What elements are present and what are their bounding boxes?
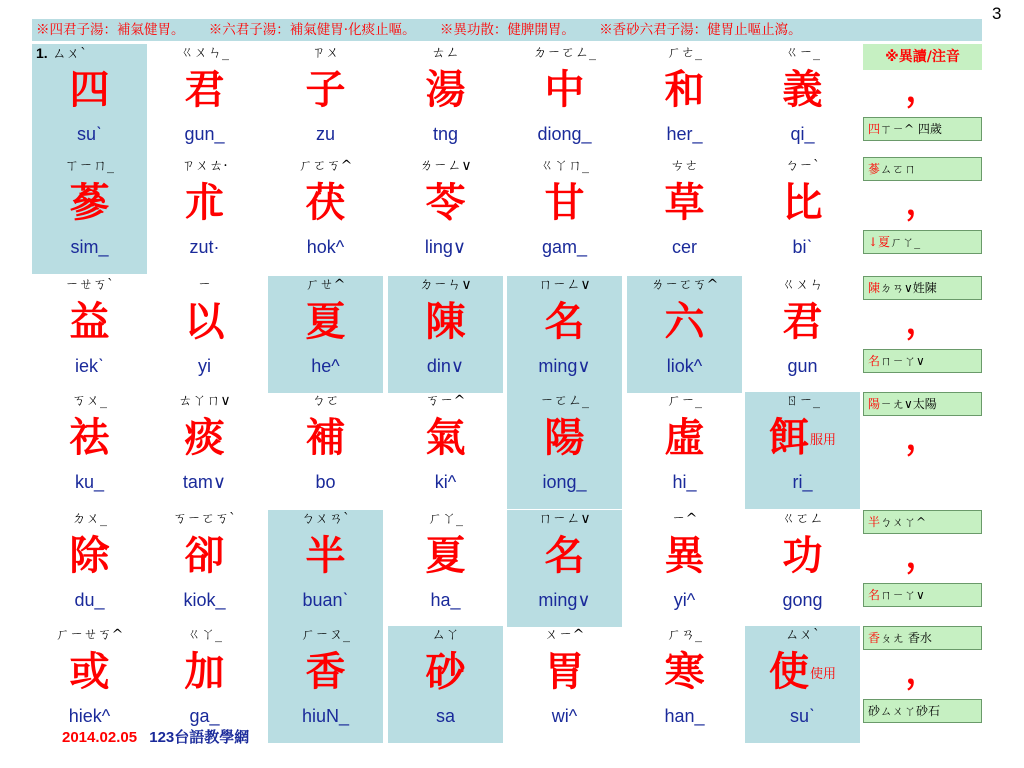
comma-mark: ， bbox=[905, 418, 940, 458]
hanzi bbox=[627, 294, 742, 350]
romanization: zu bbox=[315, 124, 335, 144]
zhuyin-text: ㄉㄧㄣ∨ bbox=[419, 277, 472, 293]
comma-mark: ， bbox=[905, 70, 940, 110]
note-text: ㄧㄤ∨太陽 bbox=[880, 397, 937, 411]
banner-item: ※異功散：健脾開胃。 bbox=[439, 22, 575, 38]
comma-mark: ， bbox=[905, 652, 940, 692]
hanzi-text: 子 bbox=[305, 66, 346, 113]
zhuyin-text: ㄏㄛㄎ^ bbox=[298, 158, 353, 174]
hanzi bbox=[507, 528, 622, 584]
hanzi-text: 夏 bbox=[425, 532, 466, 579]
character-cell bbox=[745, 44, 860, 161]
hanzi bbox=[507, 175, 622, 231]
zhuyin-label bbox=[388, 626, 503, 644]
zhuyin-text: ㄙㄚ bbox=[431, 627, 460, 643]
character-cell bbox=[627, 510, 742, 627]
note-text: ※異讀/注音 bbox=[885, 49, 960, 65]
romanization: diong_ bbox=[537, 124, 592, 144]
romanization: ming∨ bbox=[538, 356, 591, 376]
hanzi bbox=[32, 175, 147, 231]
character-cell bbox=[745, 157, 860, 274]
zhuyin-label bbox=[268, 157, 383, 175]
hanzi bbox=[388, 644, 503, 700]
note-text: ㄅㄨㄚ^ bbox=[880, 515, 927, 529]
zhuyin-label bbox=[147, 510, 262, 528]
romanization: ming∨ bbox=[538, 590, 591, 610]
pronunciation-note bbox=[863, 510, 982, 534]
hanzi bbox=[388, 175, 503, 231]
hanzi-text: 香 bbox=[305, 648, 346, 695]
zhuyin-text: ㄙㄨˋ bbox=[785, 627, 820, 643]
zhuyin-label bbox=[268, 276, 383, 294]
romanization: tng bbox=[432, 124, 459, 144]
hanzi-text: 砂 bbox=[425, 648, 466, 695]
footer bbox=[62, 726, 249, 747]
hanzi-text: 茯 bbox=[305, 179, 346, 226]
character-cell bbox=[388, 44, 503, 161]
zhuyin-label bbox=[32, 276, 147, 294]
romanization: buanˋ bbox=[302, 590, 349, 610]
hanzi bbox=[147, 644, 262, 700]
character-cell bbox=[147, 276, 262, 393]
zhuyin-text: ㄏㄝ^ bbox=[305, 277, 346, 293]
hanzi-text: 名 bbox=[544, 532, 585, 579]
zhuyin-label bbox=[745, 157, 860, 175]
footer-site: 123台語教學網 bbox=[149, 729, 250, 746]
pronunciation-note bbox=[863, 230, 982, 254]
zhuyin-text: ㄧ bbox=[197, 277, 212, 293]
note-char: 香 bbox=[868, 631, 881, 645]
romanization: gam_ bbox=[541, 237, 588, 257]
character-cell bbox=[627, 392, 742, 509]
hanzi bbox=[32, 410, 147, 466]
zhuyin-text: ㄅㄧˋ bbox=[785, 158, 820, 174]
zhuyin-label bbox=[745, 44, 860, 62]
romanization: iong_ bbox=[542, 472, 587, 492]
character-cell bbox=[745, 510, 860, 627]
hanzi bbox=[147, 294, 262, 350]
character-cell bbox=[268, 392, 383, 509]
romanization: liok^ bbox=[666, 356, 703, 376]
zhuyin-text: ㄏㄚ_ bbox=[428, 511, 463, 527]
zhuyin-text: ㄊㄚㄇ∨ bbox=[178, 393, 231, 409]
romanization: suˋ bbox=[789, 706, 815, 726]
hanzi bbox=[627, 528, 742, 584]
character-cell bbox=[32, 276, 147, 393]
zhuyin-label bbox=[627, 44, 742, 62]
character-cell bbox=[32, 157, 147, 274]
hanzi-text: 益 bbox=[69, 298, 110, 345]
zhuyin-text: ㄗㄨㄊ· bbox=[181, 158, 228, 174]
hanzi-text: 陳 bbox=[425, 298, 466, 345]
character-cell bbox=[507, 157, 622, 274]
zhuyin-label bbox=[388, 157, 503, 175]
character-cell bbox=[627, 276, 742, 393]
hanzi-note: 服用 bbox=[809, 433, 836, 448]
hanzi-text: 義 bbox=[782, 66, 823, 113]
romanization: yi^ bbox=[673, 590, 696, 610]
character-cell bbox=[268, 44, 383, 161]
character-cell bbox=[268, 626, 383, 743]
romanization: her_ bbox=[666, 124, 703, 144]
hanzi bbox=[388, 294, 503, 350]
zhuyin-label bbox=[147, 276, 262, 294]
hanzi-note: 使用 bbox=[809, 667, 836, 682]
hanzi bbox=[32, 62, 147, 118]
zhuyin-text: ㄍㄨㄣ_ bbox=[180, 45, 229, 61]
zhuyin-label bbox=[627, 510, 742, 528]
hanzi bbox=[32, 294, 147, 350]
hanzi-text: 餌 bbox=[768, 414, 809, 461]
pronunciation-note bbox=[863, 276, 982, 300]
character-cell bbox=[147, 44, 262, 161]
zhuyin-label bbox=[388, 276, 503, 294]
character-cell bbox=[745, 392, 860, 509]
zhuyin-label bbox=[388, 510, 503, 528]
character-cell bbox=[268, 276, 383, 393]
banner bbox=[32, 19, 982, 41]
romanization: kiok_ bbox=[183, 590, 226, 610]
hanzi bbox=[745, 175, 860, 231]
character-cell bbox=[32, 510, 147, 627]
hanzi bbox=[745, 410, 860, 469]
hanzi bbox=[147, 410, 262, 466]
page-number: 3 bbox=[992, 4, 1002, 23]
hanzi bbox=[745, 644, 860, 703]
romanization: gun bbox=[787, 356, 818, 376]
romanization: du_ bbox=[74, 590, 105, 610]
character-cell bbox=[388, 510, 503, 627]
character-cell bbox=[507, 392, 622, 509]
hanzi-text: 胃 bbox=[544, 648, 585, 695]
character-cell bbox=[32, 392, 147, 509]
zhuyin-text: ㄒㄧㄇ_ bbox=[65, 158, 114, 174]
character-cell bbox=[627, 44, 742, 161]
zhuyin-text: ㄗㄨ bbox=[311, 45, 340, 61]
hanzi bbox=[268, 528, 383, 584]
romanization: ki^ bbox=[434, 472, 457, 492]
note-char: ↓夏 bbox=[868, 235, 891, 249]
romanization: zut· bbox=[189, 237, 220, 257]
hanzi-text: 和 bbox=[664, 66, 705, 113]
hanzi-text: 夏 bbox=[305, 298, 346, 345]
romanization: gun_ bbox=[184, 124, 225, 144]
zhuyin-text: ㄊㄥ bbox=[431, 45, 460, 61]
zhuyin-label bbox=[627, 157, 742, 175]
zhuyin-label bbox=[147, 157, 262, 175]
note-text: 砂ㄙㄨㄚ砂石 bbox=[868, 704, 941, 718]
note-char: 名 bbox=[868, 588, 881, 602]
hanzi bbox=[507, 644, 622, 700]
zhuyin-label bbox=[268, 44, 383, 62]
hanzi bbox=[268, 644, 383, 700]
romanization: ku_ bbox=[74, 472, 105, 492]
hanzi-text: 四 bbox=[69, 66, 110, 113]
character-cell bbox=[388, 626, 503, 743]
zhuyin-label bbox=[507, 276, 622, 294]
zhuyin-label bbox=[388, 44, 503, 62]
hanzi-text: 或 bbox=[69, 648, 110, 695]
romanization: tam∨ bbox=[182, 472, 227, 492]
character-cell bbox=[627, 157, 742, 274]
character-cell bbox=[507, 44, 622, 161]
character-cell bbox=[507, 276, 622, 393]
romanization: sa bbox=[435, 706, 455, 726]
note-text: ㄉㄢ∨姓陳 bbox=[880, 281, 937, 295]
note-char: 半 bbox=[868, 515, 881, 529]
hanzi bbox=[745, 62, 860, 118]
hanzi bbox=[147, 528, 262, 584]
hanzi-text: 除 bbox=[69, 532, 110, 579]
note-char: 陳 bbox=[868, 281, 881, 295]
note-text: ㄒㄧ^ 四歲 bbox=[880, 122, 942, 136]
hanzi-text: 氣 bbox=[425, 414, 466, 461]
comma-mark: ， bbox=[905, 183, 940, 223]
hanzi bbox=[32, 644, 147, 700]
hanzi-text: 君 bbox=[184, 66, 225, 113]
notes-header bbox=[863, 44, 982, 70]
romanization: cer bbox=[671, 237, 697, 257]
hanzi-text: 草 bbox=[664, 179, 705, 226]
zhuyin-label bbox=[147, 626, 262, 644]
character-cell bbox=[388, 157, 503, 274]
zhuyin-label bbox=[627, 392, 742, 410]
hanzi-text: 陽 bbox=[544, 414, 585, 461]
character-cell bbox=[507, 626, 622, 743]
hanzi bbox=[388, 410, 503, 466]
hanzi bbox=[745, 294, 860, 350]
pronunciation-note bbox=[863, 392, 982, 416]
zhuyin-text: ㄇㄧㄥ∨ bbox=[538, 277, 591, 293]
hanzi bbox=[268, 175, 383, 231]
hanzi-text: 六 bbox=[664, 298, 705, 345]
zhuyin-text: ㄏㄢ_ bbox=[667, 627, 702, 643]
romanization: han_ bbox=[664, 706, 705, 726]
romanization: he^ bbox=[311, 356, 340, 376]
zhuyin-label bbox=[507, 510, 622, 528]
zhuyin-text: ㄏㄜ_ bbox=[667, 45, 702, 61]
zhuyin-text: ㄨㄧ^ bbox=[544, 627, 585, 643]
character-cell bbox=[147, 392, 262, 509]
hanzi bbox=[388, 62, 503, 118]
hanzi bbox=[627, 644, 742, 700]
zhuyin-text: ㄇㄧㄥ∨ bbox=[538, 511, 591, 527]
zhuyin-text: ㄧ^ bbox=[671, 511, 698, 527]
pronunciation-note bbox=[863, 349, 982, 373]
note-text: ㄇㄧㄚ∨ bbox=[880, 588, 925, 602]
character-cell bbox=[627, 626, 742, 743]
romanization: gong bbox=[782, 590, 823, 610]
romanization: biˋ bbox=[792, 237, 813, 257]
zhuyin-label bbox=[147, 392, 262, 410]
pronunciation-note bbox=[863, 583, 982, 607]
romanization: yi bbox=[198, 356, 211, 376]
zhuyin-text: ㄉㄧㄛㄥ_ bbox=[533, 45, 596, 61]
zhuyin-label bbox=[147, 44, 262, 62]
romanization: qi_ bbox=[790, 124, 815, 144]
romanization: din∨ bbox=[426, 356, 465, 376]
note-text: ㄇㄧㄚ∨ bbox=[880, 354, 925, 368]
zhuyin-text: ㄘㄜ bbox=[670, 158, 699, 174]
character-cell bbox=[388, 392, 503, 509]
zhuyin-label bbox=[32, 392, 147, 410]
romanization: suˋ bbox=[76, 124, 102, 144]
note-text: ㄙㄛㄇ bbox=[880, 162, 917, 176]
hanzi bbox=[627, 175, 742, 231]
hanzi-text: 加 bbox=[184, 648, 225, 695]
romanization: wi^ bbox=[551, 706, 578, 726]
zhuyin-text: ㄌㄧㄛㄎ^ bbox=[650, 277, 719, 293]
hanzi-text: 異 bbox=[664, 532, 705, 579]
romanization: hiek^ bbox=[68, 706, 111, 726]
character-cell bbox=[147, 510, 262, 627]
hanzi bbox=[147, 175, 262, 231]
zhuyin-label bbox=[627, 626, 742, 644]
hanzi bbox=[507, 62, 622, 118]
zhuyin-text: ㄖㄧ_ bbox=[785, 393, 820, 409]
hanzi bbox=[268, 62, 383, 118]
note-text: ㄆㄤ 香水 bbox=[880, 631, 932, 645]
character-cell bbox=[388, 276, 503, 393]
romanization: iekˋ bbox=[74, 356, 104, 376]
hanzi bbox=[268, 294, 383, 350]
comma-mark: ， bbox=[905, 302, 940, 342]
hanzi-text: 補 bbox=[305, 414, 346, 461]
hanzi-text: 使 bbox=[768, 648, 809, 695]
hanzi-text: 寒 bbox=[664, 648, 705, 695]
zhuyin-label bbox=[745, 510, 860, 528]
hanzi-text: 痰 bbox=[184, 414, 225, 461]
romanization: bo bbox=[315, 472, 336, 492]
hanzi-text: 卻 bbox=[184, 532, 225, 579]
pronunciation-note bbox=[863, 626, 982, 650]
hanzi bbox=[507, 294, 622, 350]
zhuyin-label bbox=[268, 510, 383, 528]
character-cell bbox=[32, 44, 147, 161]
hanzi-text: 功 bbox=[782, 532, 823, 579]
banner-item: ※四君子湯：補氣健胃。 bbox=[36, 22, 185, 38]
hanzi bbox=[745, 528, 860, 584]
hanzi-text: 甘 bbox=[544, 179, 585, 226]
note-char: 名 bbox=[868, 354, 881, 368]
banner-item: ※六君子湯：補氣健胃·化痰止嘔。 bbox=[208, 22, 416, 38]
romanization: ga_ bbox=[189, 706, 220, 726]
zhuyin-text: ㄎㄨ_ bbox=[72, 393, 107, 409]
note-char: 陽 bbox=[868, 397, 881, 411]
zhuyin-label bbox=[388, 392, 503, 410]
zhuyin-text: ㄅㄨㄢˋ bbox=[301, 511, 350, 527]
zhuyin-label bbox=[745, 626, 860, 644]
romanization: hok^ bbox=[306, 237, 345, 257]
hanzi bbox=[32, 528, 147, 584]
hanzi-text: 半 bbox=[305, 532, 346, 579]
zhuyin-text: ㄏㄧ_ bbox=[667, 393, 702, 409]
zhuyin-text: ㄌㄧㄥ∨ bbox=[419, 158, 472, 174]
zhuyin-text: ㄎㄧ^ bbox=[425, 393, 466, 409]
romanization: hi_ bbox=[672, 472, 697, 492]
hanzi-text: 比 bbox=[782, 179, 823, 226]
zhuyin-text: ㄍㄧ_ bbox=[785, 45, 820, 61]
zhuyin-text: ㄎㄧㄛㄎˋ bbox=[173, 511, 236, 527]
zhuyin-text: ㄉㄨ_ bbox=[72, 511, 107, 527]
zhuyin-text: ㄍㄚㄇ_ bbox=[540, 158, 589, 174]
row-number: 1. bbox=[36, 45, 48, 61]
pronunciation-note bbox=[863, 699, 982, 723]
hanzi-text: 苓 bbox=[425, 179, 466, 226]
hanzi bbox=[627, 62, 742, 118]
hanzi bbox=[147, 62, 262, 118]
hanzi-text: 以 bbox=[184, 298, 225, 345]
note-text: ㄏㄚ_ bbox=[890, 235, 921, 249]
zhuyin-label bbox=[507, 44, 622, 62]
zhuyin-label bbox=[268, 392, 383, 410]
zhuyin-label bbox=[507, 392, 622, 410]
romanization: ling∨ bbox=[424, 237, 467, 257]
zhuyin-label bbox=[32, 44, 147, 63]
banner-item: ※香砂六君子湯：健胃止嘔止瀉。 bbox=[599, 22, 802, 38]
zhuyin-text: ㄍㄚ_ bbox=[187, 627, 222, 643]
character-cell bbox=[745, 626, 860, 743]
hanzi-text: 朮 bbox=[184, 179, 225, 226]
pronunciation-note bbox=[863, 117, 982, 141]
zhuyin-label bbox=[627, 276, 742, 294]
zhuyin-label bbox=[745, 392, 860, 410]
zhuyin-text: ㄍㄨㄣ bbox=[781, 277, 824, 293]
zhuyin-label bbox=[32, 157, 147, 175]
zhuyin-text: ㄏㄧㄝㄎ^ bbox=[55, 627, 124, 643]
zhuyin-label bbox=[507, 157, 622, 175]
hanzi-text: 君 bbox=[782, 298, 823, 345]
comma-mark: ， bbox=[905, 536, 940, 576]
character-cell bbox=[147, 157, 262, 274]
zhuyin-text: ㄏㄧㄡ_ bbox=[301, 627, 350, 643]
note-char: 蔘 bbox=[868, 162, 881, 176]
romanization: ha_ bbox=[430, 590, 461, 610]
zhuyin-label bbox=[32, 626, 147, 644]
hanzi-text: 湯 bbox=[425, 66, 466, 113]
character-cell bbox=[507, 510, 622, 627]
zhuyin-text: ㄧㄛㄥ_ bbox=[540, 393, 589, 409]
romanization: sim_ bbox=[70, 237, 109, 257]
hanzi bbox=[627, 410, 742, 466]
zhuyin-text: ㄧㄝㄎˋ bbox=[65, 277, 114, 293]
hanzi bbox=[507, 410, 622, 466]
hanzi-text: 中 bbox=[544, 66, 585, 113]
hanzi-text: 名 bbox=[544, 298, 585, 345]
romanization: hiuN_ bbox=[301, 706, 350, 726]
zhuyin-text: ㄅㄛ bbox=[311, 393, 340, 409]
hanzi bbox=[268, 410, 383, 466]
zhuyin-label bbox=[507, 626, 622, 644]
hanzi-text: 虛 bbox=[664, 414, 705, 461]
hanzi-text: 蔘 bbox=[69, 179, 110, 226]
hanzi-text: 祛 bbox=[69, 414, 110, 461]
pronunciation-note bbox=[863, 157, 982, 181]
character-cell bbox=[268, 510, 383, 627]
zhuyin-text: ㄍㄛㄥ bbox=[781, 511, 824, 527]
zhuyin-text: ㄙㄨˋ bbox=[52, 46, 88, 62]
romanization: ri_ bbox=[792, 472, 813, 492]
zhuyin-label bbox=[32, 510, 147, 528]
footer-date: 2014.02.05 bbox=[62, 729, 138, 746]
zhuyin-label bbox=[745, 276, 860, 294]
hanzi bbox=[388, 528, 503, 584]
zhuyin-label bbox=[268, 626, 383, 644]
note-char: 四 bbox=[868, 122, 881, 136]
character-cell bbox=[268, 157, 383, 274]
character-cell bbox=[745, 276, 860, 393]
